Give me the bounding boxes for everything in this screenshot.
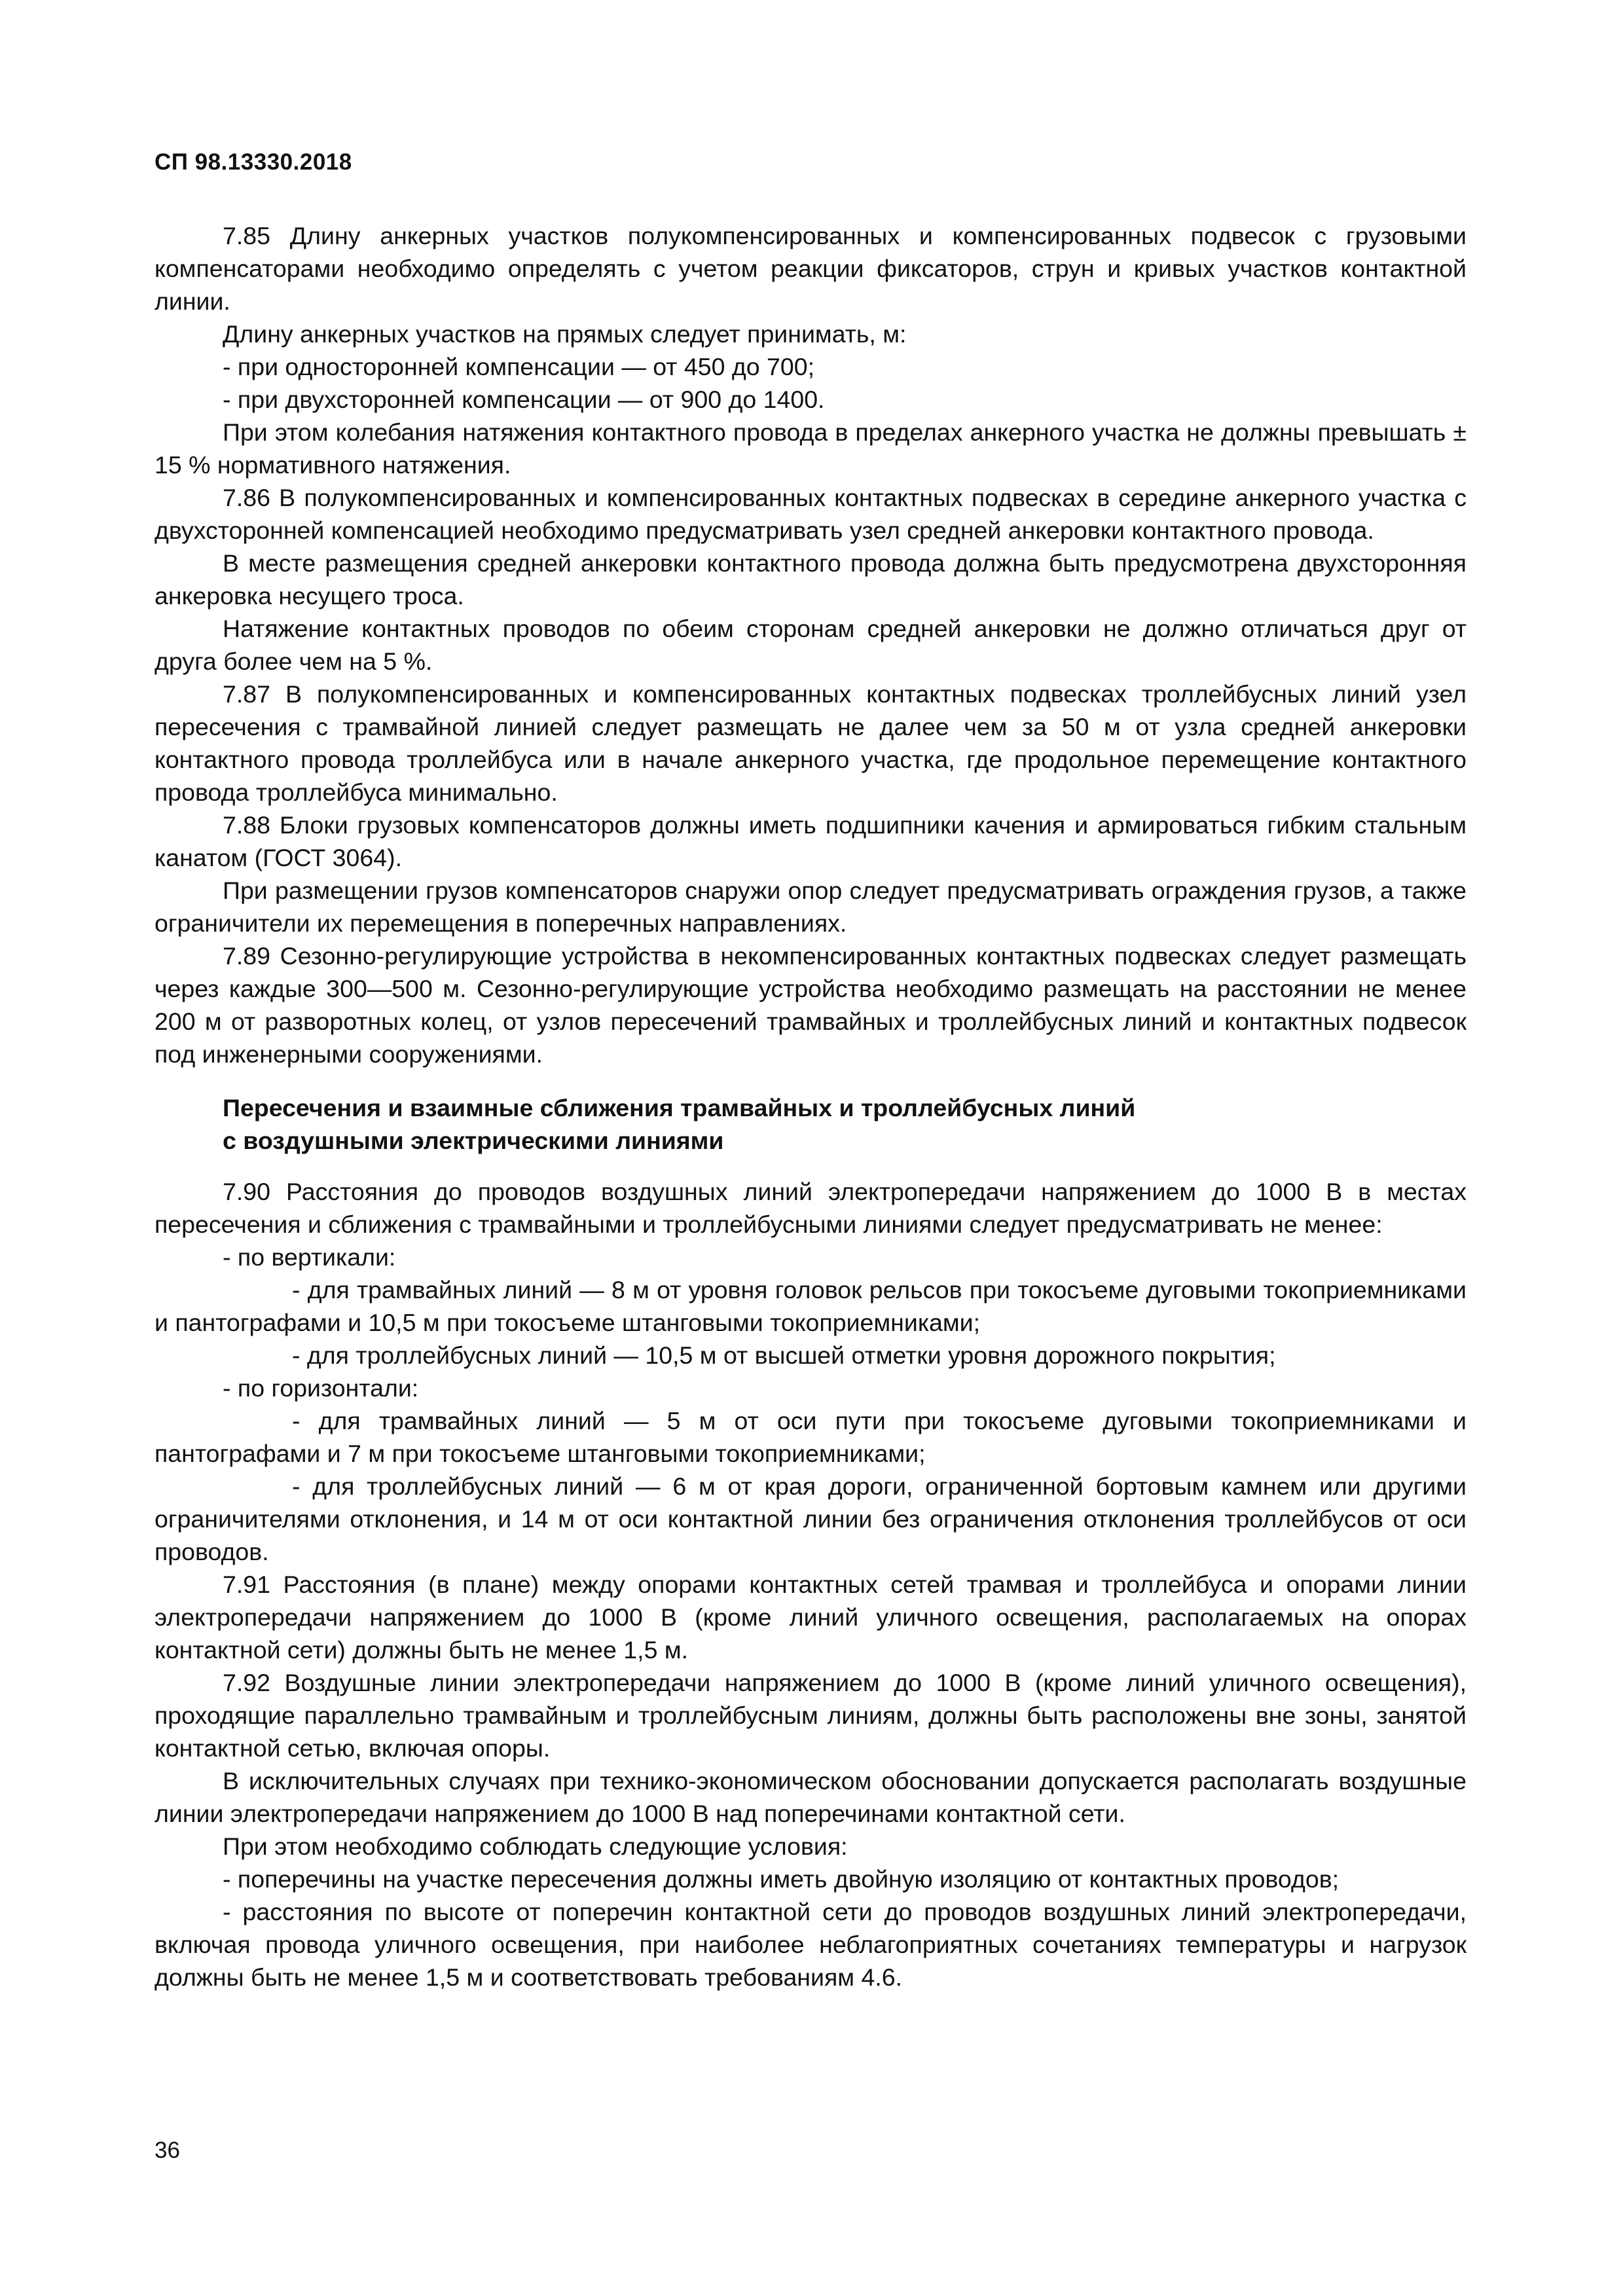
paragraph-7-91: 7.91 Расстояния (в плане) между опорами контактных сетей трамвая и троллейбуса и опорами линии электропередачи напряжением до 1000 В (кроме линий уличного освещения, располагаемых на опорах контактной сети) должны быть не менее 1,5 м. xyxy=(155,1571,1467,1664)
paragraph: При этом колебания натяжения контактного провода в пределах анкерного участка не должны превышать ± 15 % нормативного натяжения. xyxy=(155,418,1467,479)
paragraph-7-90: 7.90 Расстояния до проводов воздушных линий электропередачи напряжением до 1000 В в местах пересечения и сближения с трамвайными и троллейбусными линиями следует предусматривать не менее: xyxy=(155,1178,1467,1238)
list-item: - при односторонней компенсации — от 450 до 700; xyxy=(223,353,815,380)
paragraph-7-92: 7.92 Воздушные линии электропередачи напряжением до 1000 В (кроме линий уличного освещения), проходящие параллельно трамвайным и троллейбусным линиям, должны быть расположены вне зоны, занятой контактной сетью, включая опоры. xyxy=(155,1669,1467,1762)
paragraph-7-87: 7.87 В полукомпенсированных и компенсированных контактных подвесках троллейбусных линий узел пересечения с трамвайной линией следует размещать не далее чем за 50 м от узла средней анкеровки контактного провода троллейбуса или в начале анкерного участка, где продольное перемещение контактного провода троллейбуса минимально. xyxy=(155,680,1467,806)
sub-list-item: - для троллейбусных линий — 6 м от края дороги, ограниченной бортовым камнем или другими ограничителями отклонения, и 14 м от оси контактной линии без ограничения отклонения троллейбусов от оси проводов. xyxy=(155,1472,1467,1565)
page-number: 36 xyxy=(155,2138,180,2163)
list-item: - по горизонтали: xyxy=(223,1374,419,1402)
document-code: СП 98.13330.2018 xyxy=(155,149,352,175)
section-heading-line-1: Пересечения и взаимные сближения трамвайных и троллейбусных линий xyxy=(223,1094,1136,1121)
paragraph: Длину анкерных участков на прямых следует принимать, м: xyxy=(223,320,907,348)
list-item: - расстояния по высоте от поперечин контактной сети до проводов воздушных линий электропередачи, включая провода уличного освещения, при наиболее неблагоприятных сочетаниях температуры и нагрузок должны быть не менее 1,5 м и соответствовать требованиям 4.6. xyxy=(155,1898,1467,1991)
paragraph: Натяжение контактных проводов по обеим сторонам средней анкеровки не должно отличаться друг от друга более чем на 5 %. xyxy=(155,615,1467,675)
sub-list-item: - для троллейбусных линий — 10,5 м от высшей отметки уровня дорожного покрытия; xyxy=(292,1341,1276,1369)
sub-list-item: - для трамвайных линий — 5 м от оси пути при токосъеме дуговыми токоприемниками и пантографами и 7 м при токосъеме штанговыми токоприемниками; xyxy=(155,1407,1467,1467)
sub-list-item: - для трамвайных линий — 8 м от уровня головок рельсов при токосъеме дуговыми токоприемниками и пантографами и 10,5 м при токосъеме штанговыми токоприемниками; xyxy=(155,1276,1467,1336)
paragraph-7-88: 7.88 Блоки грузовых компенсаторов должны иметь подшипники качения и армироваться гибким стальным канатом (ГОСТ 3064). xyxy=(155,811,1467,871)
section-heading xyxy=(223,1091,1467,1157)
list-item: - по вертикали: xyxy=(223,1243,396,1271)
document-body xyxy=(155,219,1467,1994)
paragraph-7-89: 7.89 Сезонно-регулирующие устройства в некомпенсированных контактных подвесках следует размещать через каждые 300—500 м. Сезонно-регулирующие устройства необходимо размещать на расстоянии не менее 200 м от разворотных колец, от узлов пересечений трамвайных и троллейбусных линий и контактных подвесок под инженерными сооружениями. xyxy=(155,942,1467,1068)
paragraph-7-85: 7.85 Длину анкерных участков полукомпенсированных и компенсированных подвесок с грузовыми компенсаторами необходимо определять с учетом реакции фиксаторов, струн и кривых участков контактной линии. xyxy=(155,222,1467,315)
list-item: - поперечины на участке пересечения должны иметь двойную изоляцию от контактных проводов; xyxy=(223,1865,1340,1893)
list-item: - при двухсторонней компенсации — от 900 до 1400. xyxy=(223,386,825,413)
paragraph-7-86: 7.86 В полукомпенсированных и компенсированных контактных подвесках в середине анкерного участка с двухсторонней компенсацией необходимо предусматривать узел средней анкеровки контактного провода. xyxy=(155,484,1467,544)
paragraph: В месте размещения средней анкеровки контактного провода должна быть предусмотрена двухсторонняя анкеровка несущего троса. xyxy=(155,549,1467,610)
section-heading-line-2: с воздушными электрическими линиями xyxy=(223,1127,724,1154)
paragraph: В исключительных случаях при технико-экономическом обосновании допускается располагать воздушные линии электропередачи напряжением до 1000 В над поперечинами контактной сети. xyxy=(155,1767,1467,1827)
paragraph: При размещении грузов компенсаторов снаружи опор следует предусматривать ограждения грузов, а также ограничители их перемещения в поперечных направлениях. xyxy=(155,877,1467,937)
paragraph: При этом необходимо соблюдать следующие условия: xyxy=(223,1832,848,1860)
